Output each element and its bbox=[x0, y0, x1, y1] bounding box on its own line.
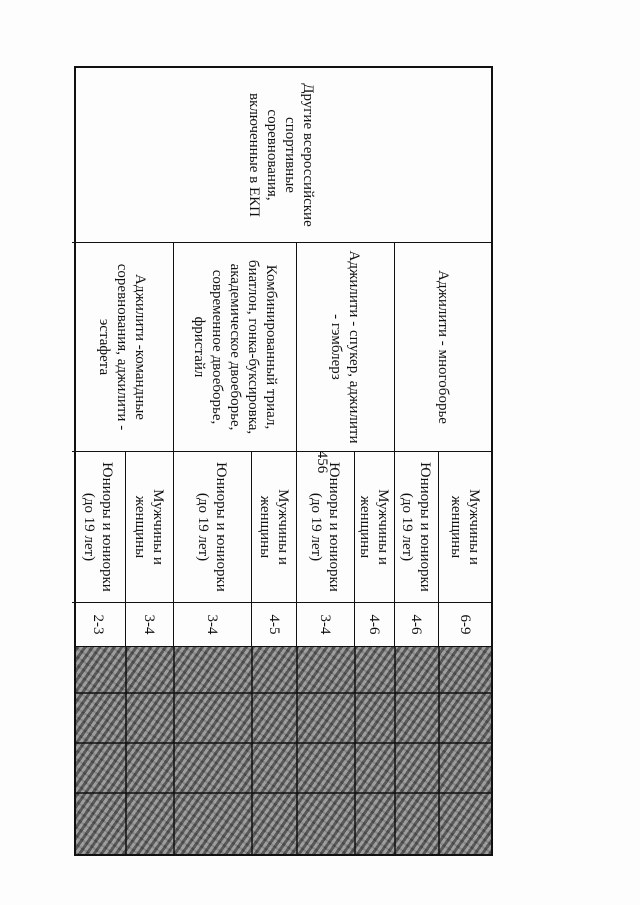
value-cell: 4-6 bbox=[355, 602, 395, 646]
value-cell: 6-9 bbox=[439, 602, 491, 646]
group-cell: Юниоры и юниорки (до 19 лет) bbox=[297, 451, 355, 602]
value-cell: 3-4 bbox=[297, 602, 355, 646]
group-cell: Мужчины и женщины bbox=[126, 451, 174, 602]
category-cell: Другие всероссийские спортивные соревнования, включенные в ЕКП bbox=[246, 83, 317, 227]
group-cell: Мужчины и женщины bbox=[252, 451, 297, 602]
value-cell: 2-3 bbox=[72, 602, 126, 646]
group-cell: Мужчины и женщины bbox=[439, 451, 491, 602]
table-wrapper bbox=[74, 66, 493, 856]
discipline-cell: Аджилити -командные соревнования, аджилити - эстафета bbox=[72, 242, 174, 451]
value-cell: 3-4 bbox=[126, 602, 174, 646]
page-number: 456 bbox=[314, 450, 330, 474]
group-cell: Мужчины и женщины bbox=[355, 451, 395, 602]
group-cell: Юниоры и юниорки (до 19 лет) bbox=[174, 451, 252, 602]
discipline-cell: Аджилити - многоборье bbox=[395, 242, 491, 451]
discipline-cell: Аджилити - спукер, аджилити - гэмблерз bbox=[297, 242, 395, 451]
value-cell: 3-4 bbox=[174, 602, 252, 646]
value-cell: 4-6 bbox=[395, 602, 439, 646]
shaded-area bbox=[76, 646, 491, 854]
group-cell: Юниоры и юниорки (до 19 лет) bbox=[395, 451, 439, 602]
value-cell: 4-5 bbox=[252, 602, 297, 646]
competition-table bbox=[74, 66, 493, 856]
discipline-cell: Комбинированный триал, биатлон, гонка-буксировка, академическое двоеборье, современное двоеборье, фристайл bbox=[174, 242, 297, 451]
group-cell: Юниоры и юниорки (до 19 лет) bbox=[72, 451, 126, 602]
shaded-grid bbox=[76, 647, 491, 855]
